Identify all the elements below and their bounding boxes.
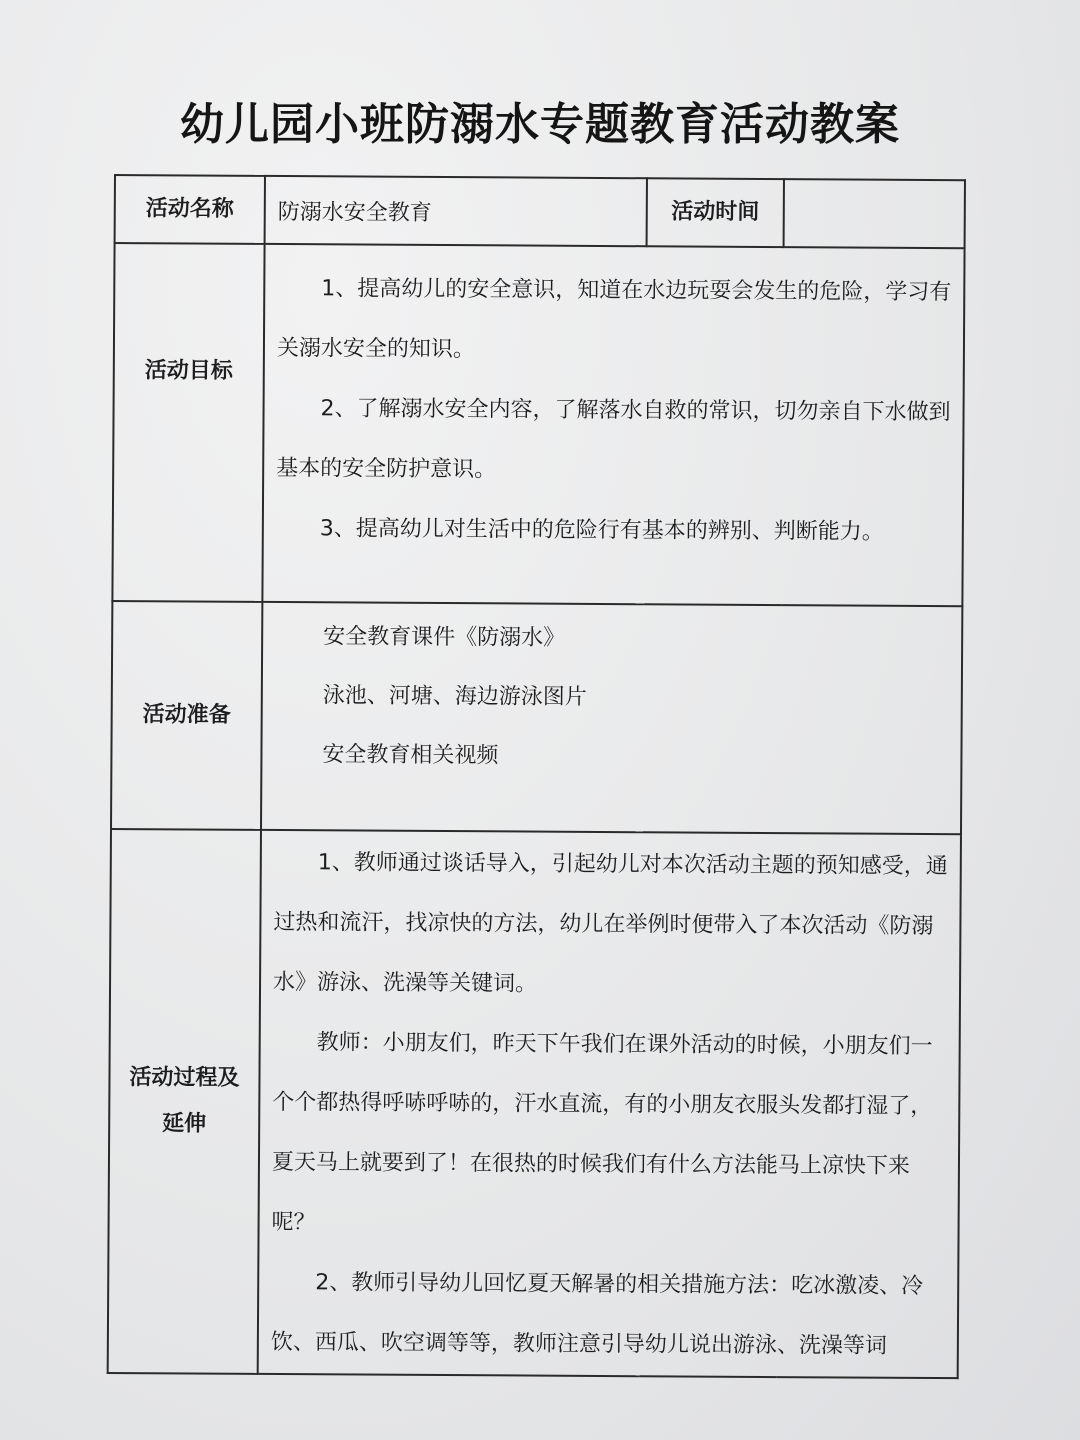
prep-label: 活动准备 (142, 702, 231, 728)
process-paragraph: 1、教师通过谈话导入，引起幼儿对本次活动主题的预知感受，通过热和流汗，找凉快的方法，幼儿在举例时便带入了本次活动《防溺水》游泳、洗澡等关键词。 (272, 850, 948, 997)
prep-item: 安全教育课件《防溺水》 (323, 624, 566, 651)
prep-row (111, 601, 962, 834)
process-paragraph: 教师：小朋友们，昨天下午我们在课外活动的时候，小朋友们一个个都热得呼哧呼哧的，汗水直流，有的小朋友衣服头发都打湿了，夏天马上就要到了！在很热的时候我们有什么方法能马上凉快下来呢？ (271, 1030, 933, 1236)
activity-name-label: 活动名称 (145, 196, 234, 222)
activity-time-value (784, 179, 965, 248)
process-content (258, 830, 961, 1378)
activity-time-label: 活动时间 (671, 199, 760, 225)
header-row (115, 175, 965, 248)
process-label-cell (108, 829, 261, 1374)
goal-paragraph: 1、提高幼儿的安全意识，知道在水边玩耍会发生的危险，学习有关溺水安全的知识。 (276, 276, 952, 363)
lesson-plan-table (107, 174, 966, 1379)
prep-item: 安全教育相关视频 (322, 742, 499, 769)
prep-label-cell (111, 601, 262, 830)
goal-paragraph: 2、了解溺水安全内容，了解落水自救的常识，切勿亲自下水做到基本的安全防护意识。 (276, 396, 951, 483)
prep-item: 泳池、河塘、海边游泳图片 (322, 683, 587, 710)
goals-label-cell (112, 243, 264, 602)
document-title: 幼儿园小班防溺水专题教育活动教案 (180, 99, 900, 150)
activity-name-label-cell (115, 175, 265, 244)
process-paragraph: 2、教师引导幼儿回忆夏天解暑的相关措施方法：吃冰激凌、冷饮、西瓜、吹空调等等，教师注意引导幼儿说出游泳、洗澡等词 (270, 1270, 924, 1359)
goals-content (262, 244, 964, 606)
goals-row (112, 243, 964, 606)
process-label-line1: 活动过程及 (129, 1065, 240, 1091)
goals-label: 活动目标 (144, 358, 233, 384)
prep-content (261, 602, 962, 834)
activity-time-label-cell (647, 178, 784, 247)
goal-paragraph: 3、提高幼儿对生活中的危险行有基本的辨别、判断能力。 (319, 516, 884, 545)
activity-name-value: 防溺水安全教育 (265, 176, 647, 246)
process-row (108, 829, 961, 1378)
process-label-line2: 延伸 (162, 1111, 207, 1137)
